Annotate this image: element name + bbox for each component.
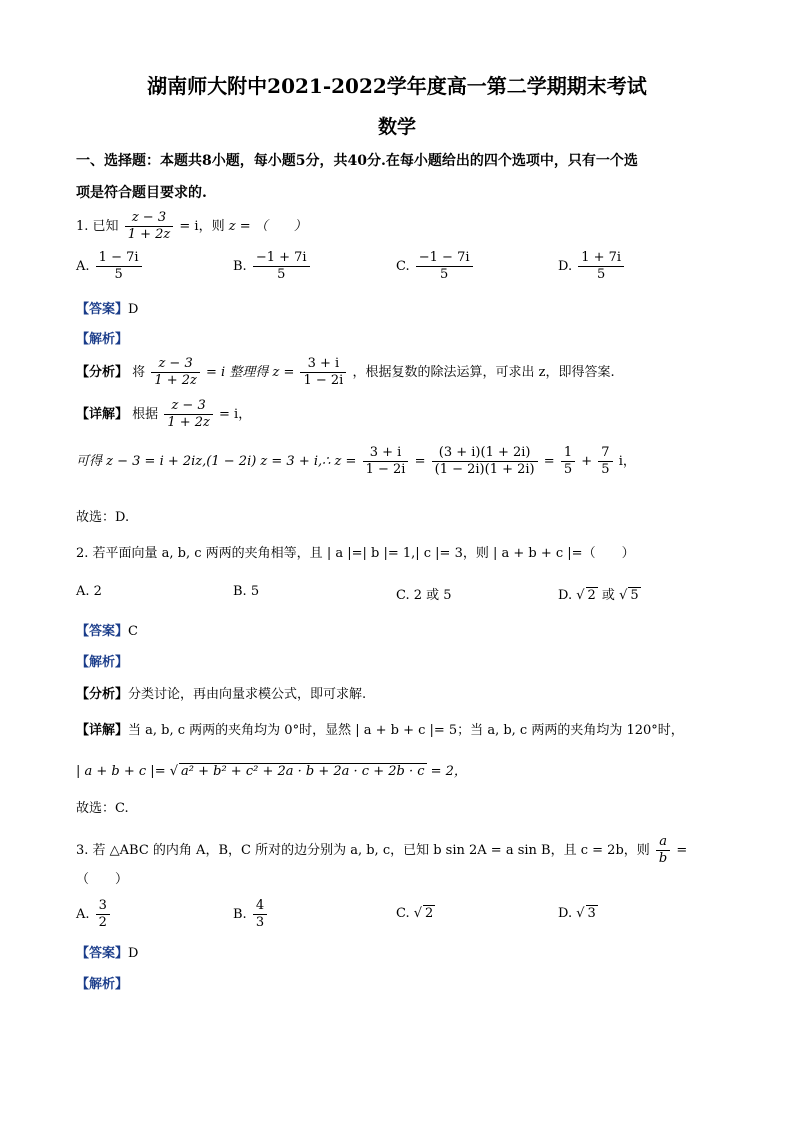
page-title: 湖南师大附中2021-2022学年度高一第二学期期末考试 [147,74,647,98]
question-2-stem: 2. 若平面向量 a, b, c 两两的夹角相等，且 | a |=| b |= 1,| c |= 3，则 | a + b + c |=（ ） [76,546,635,561]
q2-answer: 【答案】C [76,624,138,639]
q1-fenxi: 【分析】 将 $\frac{z - 3}{1 + 2z}$ = i 整理得 z = $\frac{3 + i}{1 - 2i}$ ，根据复数的除法运算，可求出 z，即得答案. [76,356,615,388]
q2-option-b: B. 5 [233,584,260,599]
subject-title: 数学 [377,116,416,138]
section-heading-line2: 项是符合题目要求的. [76,185,207,201]
q1-fraction: $\frac{z - 3}{1 + 2z}$ [125,210,174,243]
q1-eq: = i，则 [179,219,225,234]
section-heading-line1: 一、选择题：本题共8小题，每小题5分，共40分.在每小题给出的四个选项中，只有一个选 [76,153,638,169]
q1-derivation: 可得 z − 3 = i + 2iz,(1 − 2i) z = 3 + i,∴ z = $\frac{3 + i}{1 - 2i}$ = $\frac{(3 + i)(1 + 2i)}{(1 - 2i)(1 + 2i)}$ = $\frac{1}{5}$ + $\frac{7}{5}$ i， [76,445,636,477]
q1-detail: 【详解】 根据 $\frac{z - 3}{1 + 2z}$ = i， [76,398,252,430]
q1-conclusion: 故选：D. [76,510,130,525]
q2-option-a: A. 2 [76,584,102,599]
q3-option-c: C. √ 2 [396,906,434,921]
q1-option-d: D. $\frac{1 + 7i}{5}$ [558,250,626,283]
q1-option-a: A. $\frac{1 - 7i}{5}$ [76,250,144,283]
q2-formula: | a + b + c |= √ a² + b² + c² + 2a · b + 2a · c + 2b · c = 2， [76,764,467,779]
q1-answer [76,298,138,317]
q2-conclusion: 故选：C. [76,801,129,816]
q3-answer: 【答案】D [76,946,139,961]
q1-ask: z = （ ） [228,219,307,234]
q3-answer-value: D [128,946,139,961]
q3-analysis-tag: 【解析】 [76,977,129,992]
q1-prefix: 1. 已知 [76,219,119,234]
answer-tag: 【答案】 [76,302,129,317]
q2-option-c: C. 2 或 5 [396,588,452,603]
fenxi-tag: 【分析】 [76,365,129,380]
q2-option-d: D. √ 2 或 √ 5 [558,588,639,603]
q3-paren: （ ） [76,872,129,887]
q1-answer-value: D [128,302,139,317]
q3-option-b: B. $\frac{4}{3}$ [233,898,269,931]
question-3-stem: 3. 若 △ABC 的内角 A，B，C 所对的边分别为 a, b, c，已知 b sin 2A = a sin B，且 c = 2b，则 $\frac{a}{b}$ = [76,834,688,866]
q3-option-a: A. $\frac{3}{2}$ [76,898,112,931]
q1-option-b: B. $\frac{-1 + 7i}{5}$ [233,250,312,283]
q3-option-d: D. √ 3 [558,906,596,921]
q1-analysis-tag: 【解析】 [76,332,129,347]
detail-tag: 【详解】 [76,407,129,422]
q2-fenxi: 【分析】分类讨论，再由向量求模公式，即可求解. [76,687,367,702]
q1-option-c: C. $\frac{-1 - 7i}{5}$ [396,250,475,283]
q2-answer-value: C [128,624,138,639]
question-1-stem [76,210,307,243]
q2-detail: 【详解】当 a, b, c 两两的夹角均为 0°时，显然 | a + b + c |= 5；当 a, b, c 两两的夹角均为 120°时， [76,723,684,738]
q2-analysis-tag: 【解析】 [76,655,129,670]
